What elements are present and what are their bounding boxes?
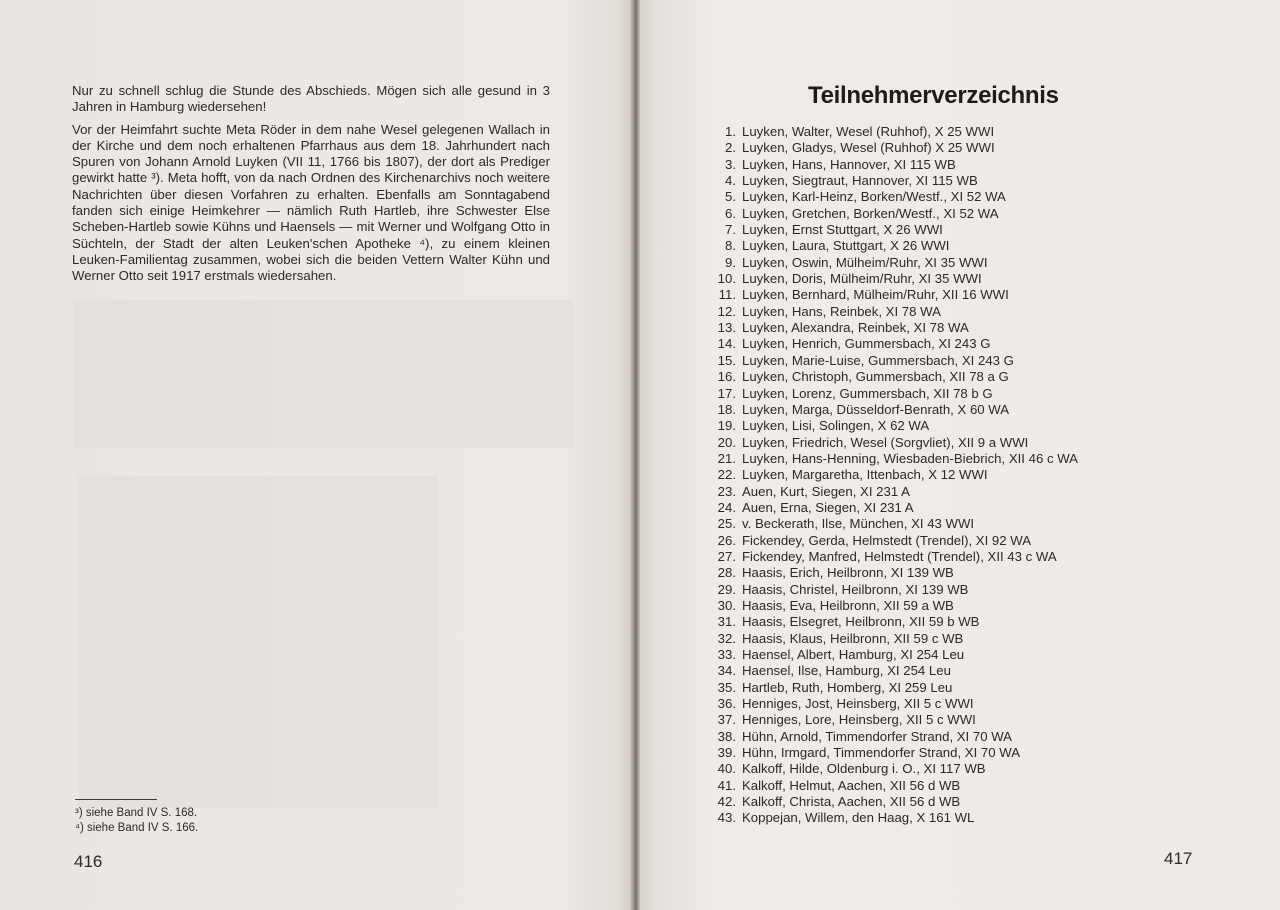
list-item-number: 9. [725, 254, 736, 270]
list-item [708, 745, 1078, 761]
list-item-text: Luyken, Margaretha, Ittenbach, X 12 WWI [742, 467, 988, 483]
show-through-photo-bottom [78, 476, 438, 808]
list-item-text: Luyken, Karl-Heinz, Borken/Westf., XI 52 WA [742, 189, 1006, 205]
list-item-number: 6. [725, 205, 736, 221]
list-item-text: Henniges, Jost, Heinsberg, XII 5 c WWI [742, 696, 974, 712]
list-item [708, 124, 1078, 140]
list-item-text: Luyken, Alexandra, Reinbek, XI 78 WA [742, 320, 969, 336]
list-item [708, 484, 1078, 500]
list-item-number: 26. [717, 532, 736, 548]
list-item-number: 5. [725, 189, 736, 205]
list-item-number: 8. [725, 238, 736, 254]
list-item-number: 38. [717, 728, 736, 744]
list-item-number: 19. [717, 418, 736, 434]
list-item [708, 778, 1078, 794]
list-item-text: Kalkoff, Helmut, Aachen, XII 56 d WB [742, 777, 961, 793]
list-item [708, 696, 1078, 712]
list-item-number: 32. [717, 630, 736, 646]
list-item-text: Haasis, Elsegret, Heilbronn, XII 59 b WB [742, 614, 980, 630]
list-item-number: 34. [717, 663, 736, 679]
list-item [708, 287, 1078, 303]
list-item-number: 3. [725, 156, 736, 172]
list-item-number: 28. [717, 565, 736, 581]
list-item-number: 23. [717, 483, 736, 499]
list-item-text: Fickendey, Gerda, Helmstedt (Trendel), XI 92 WA [742, 532, 1032, 548]
list-item-number: 25. [717, 516, 736, 532]
list-item [708, 565, 1078, 581]
book-gutter [630, 0, 640, 910]
list-item [708, 418, 1078, 434]
list-item-text: Luyken, Doris, Mülheim/Ruhr, XI 35 WWI [742, 271, 982, 287]
participant-list [708, 124, 1078, 827]
list-item-number: 1. [725, 124, 736, 139]
list-item-text: Luyken, Oswin, Mülheim/Ruhr, XI 35 WWI [742, 254, 988, 270]
list-item-text: Luyken, Henrich, Gummersbach, XI 243 G [742, 336, 991, 352]
list-item [708, 255, 1078, 271]
list-item [708, 614, 1078, 630]
list-item [708, 663, 1078, 679]
list-item [708, 238, 1078, 254]
list-item [708, 533, 1078, 549]
list-item-number: 27. [717, 548, 736, 564]
list-item-text: Hartleb, Ruth, Homberg, XI 259 Leu [742, 679, 953, 695]
footnotes [75, 806, 198, 836]
list-item [708, 222, 1078, 238]
list-item-text: Luyken, Hans-Henning, Wiesbaden-Biebrich, XII 46 c WA [742, 450, 1078, 466]
footnote: ⁴) siehe Band IV S. 166. [75, 822, 199, 834]
list-item-text: Haasis, Eva, Heilbronn, XII 59 a WB [742, 597, 954, 613]
list-item [708, 647, 1078, 663]
list-item [708, 598, 1078, 614]
list-item-text: Luyken, Siegtraut, Hannover, XI 115 WB [742, 173, 978, 189]
list-item-text: Luyken, Hans, Reinbek, XI 78 WA [742, 303, 941, 319]
list-item-number: 33. [717, 647, 736, 662]
list-item-text: Luyken, Christoph, Gummersbach, XII 78 a G [742, 369, 1009, 385]
list-item-number: 18. [717, 401, 736, 417]
list-item [708, 549, 1078, 565]
list-item-text: Haensel, Ilse, Hamburg, XI 254 Leu [742, 663, 951, 679]
list-item-text: Haensel, Albert, Hamburg, XI 254 Leu [742, 647, 965, 662]
list-item-number: 39. [717, 745, 736, 761]
list-item-text: Luyken, Gladys, Wesel (Ruhhof) X 25 WWI [742, 140, 995, 156]
list-item-number: 16. [717, 369, 736, 385]
list-item-text: Hühn, Irmgard, Timmendorfer Strand, XI 70 WA [742, 745, 1021, 761]
list-item-text: Luyken, Marie-Luise, Gummersbach, XI 243 G [742, 352, 1014, 368]
list-item [708, 369, 1078, 385]
footnote: ³) siehe Band IV S. 168. [75, 807, 198, 819]
list-item-text: Fickendey, Manfred, Helmstedt (Trendel), XII 43 c WA [742, 548, 1057, 564]
list-item-number: 43. [717, 810, 736, 826]
list-item-number: 40. [717, 761, 736, 777]
list-item [708, 680, 1078, 696]
paragraph: Vor der Heimfahrt suchte Meta Röder in dem nahe Wesel gelegenen Wallach in der Kirche und dem noch erhaltenen Pfarrhaus aus dem 18. Jahrhundert nach Spuren von Johann Arnold Luyken (VII 11, 1766 bis 1807), der dort als Prediger gewirkt hatte ³). Meta hofft, von da nach Ordnen des Kirchenarchivs noch weitere Nachrichten über diesen Vorfahren zu erhalten. Ebenfalls am Sonntagabend fanden sich einige Heimkehrer — nämlich Ruth Hartleb, ihre Schwester Else Scheben-Hartleb sowie Kühns und Haensels — mit Werner und Wolfgang Otto in Süchteln, der Stadt der alten Leuken'schen Apotheke ⁴), zu einem kleinen Leuken-Familientag zusammen, wobei sich die beiden Vettern Walter Kühn und Werner Otto seit 1917 erstmals wiedersahen. [72, 121, 550, 284]
list-item-number: 4. [725, 173, 736, 189]
list-item-text: Luyken, Laura, Stuttgart, X 26 WWI [742, 238, 950, 254]
list-item-text: Henniges, Lore, Heinsberg, XII 5 c WWI [742, 712, 976, 728]
list-item-number: 20. [717, 434, 736, 450]
list-item-text: Koppejan, Willem, den Haag, X 161 WL [742, 810, 975, 826]
list-item-number: 11. [718, 287, 736, 303]
page-title: Teilnehmerverzeichnis [808, 82, 1059, 109]
list-item-number: 35. [717, 679, 736, 695]
list-item-text: Luyken, Lorenz, Gummersbach, XII 78 b G [742, 385, 993, 401]
page-number: 417 [1164, 849, 1193, 868]
list-item-text: Luyken, Gretchen, Borken/Westf., XI 52 WA [742, 205, 999, 221]
list-item [708, 500, 1078, 516]
list-item [708, 189, 1078, 205]
list-item [708, 761, 1078, 777]
footnote-rule [75, 799, 157, 800]
list-item-number: 22. [717, 467, 736, 483]
paragraph: Nur zu schnell schlug die Stunde des Abschieds. Mögen sich alle gesund in 3 Jahren in Hamburg wiedersehen! [72, 83, 550, 115]
list-item-number: 12. [717, 303, 736, 319]
list-item [708, 140, 1078, 156]
list-item-text: Luyken, Walter, Wesel (Ruhhof), X 25 WWI [742, 124, 995, 139]
list-item-text: Luyken, Ernst Stuttgart, X 26 WWI [742, 222, 943, 238]
list-item [708, 467, 1078, 483]
list-item [708, 729, 1078, 745]
list-item [708, 794, 1078, 810]
list-item [708, 336, 1078, 352]
list-item-text: Kalkoff, Christa, Aachen, XII 56 d WB [742, 794, 961, 810]
list-item-text: Haasis, Klaus, Heilbronn, XII 59 c WB [742, 630, 964, 646]
list-item-text: Haasis, Erich, Heilbronn, XI 139 WB [742, 565, 954, 581]
list-item-number: 2. [725, 140, 736, 156]
list-item [708, 320, 1078, 336]
show-through-photo-top [73, 300, 573, 448]
list-item-number: 42. [717, 794, 736, 810]
list-item-number: 21. [717, 450, 736, 466]
list-item [708, 712, 1078, 728]
list-item-number: 15. [717, 352, 736, 368]
list-item-text: v. Beckerath, Ilse, München, XI 43 WWI [742, 516, 975, 532]
list-item-text: Kalkoff, Hilde, Oldenburg i. O., XI 117 WB [742, 761, 986, 777]
list-item-text: Luyken, Lisi, Solingen, X 62 WA [742, 418, 930, 434]
list-item-text: Luyken, Friedrich, Wesel (Sorgvliet), XII 9 a WWI [742, 434, 1029, 450]
list-item-number: 36. [717, 696, 736, 712]
list-item [708, 173, 1078, 189]
list-item [708, 386, 1078, 402]
list-item-number: 17. [717, 385, 736, 401]
list-item-number: 13. [717, 320, 736, 336]
list-item [708, 206, 1078, 222]
list-item-number: 37. [717, 712, 736, 728]
body-text [72, 83, 550, 291]
list-item [708, 353, 1078, 369]
list-item [708, 582, 1078, 598]
list-item-text: Hühn, Arnold, Timmendorfer Strand, XI 70 WA [742, 728, 1012, 744]
list-item-number: 29. [717, 581, 736, 597]
list-item-number: 24. [717, 499, 736, 515]
list-item-number: 30. [717, 597, 736, 613]
list-item-text: Haasis, Christel, Heilbronn, XI 139 WB [742, 581, 969, 597]
list-item-text: Auen, Kurt, Siegen, XI 231 A [742, 483, 910, 499]
list-item [708, 435, 1078, 451]
page-number: 416 [74, 852, 103, 871]
list-item-text: Luyken, Bernhard, Mülheim/Ruhr, XII 16 WWI [742, 287, 1009, 303]
list-item [708, 451, 1078, 467]
list-item [708, 402, 1078, 418]
left-page [0, 0, 636, 910]
list-item-text: Luyken, Marga, Düsseldorf-Benrath, X 60 WA [742, 401, 1010, 417]
list-item-number: 10. [717, 271, 736, 287]
list-item [708, 157, 1078, 173]
list-item-text: Luyken, Hans, Hannover, XI 115 WB [742, 156, 956, 172]
list-item [708, 810, 1078, 826]
right-page [636, 0, 1280, 910]
list-item [708, 304, 1078, 320]
list-item [708, 631, 1078, 647]
list-item [708, 271, 1078, 287]
list-item-number: 7. [725, 222, 736, 238]
list-item-text: Auen, Erna, Siegen, XI 231 A [742, 499, 914, 515]
list-item-number: 41. [717, 777, 736, 793]
list-item [708, 516, 1078, 532]
list-item-number: 14. [717, 336, 736, 352]
list-item-number: 31. [717, 614, 736, 630]
